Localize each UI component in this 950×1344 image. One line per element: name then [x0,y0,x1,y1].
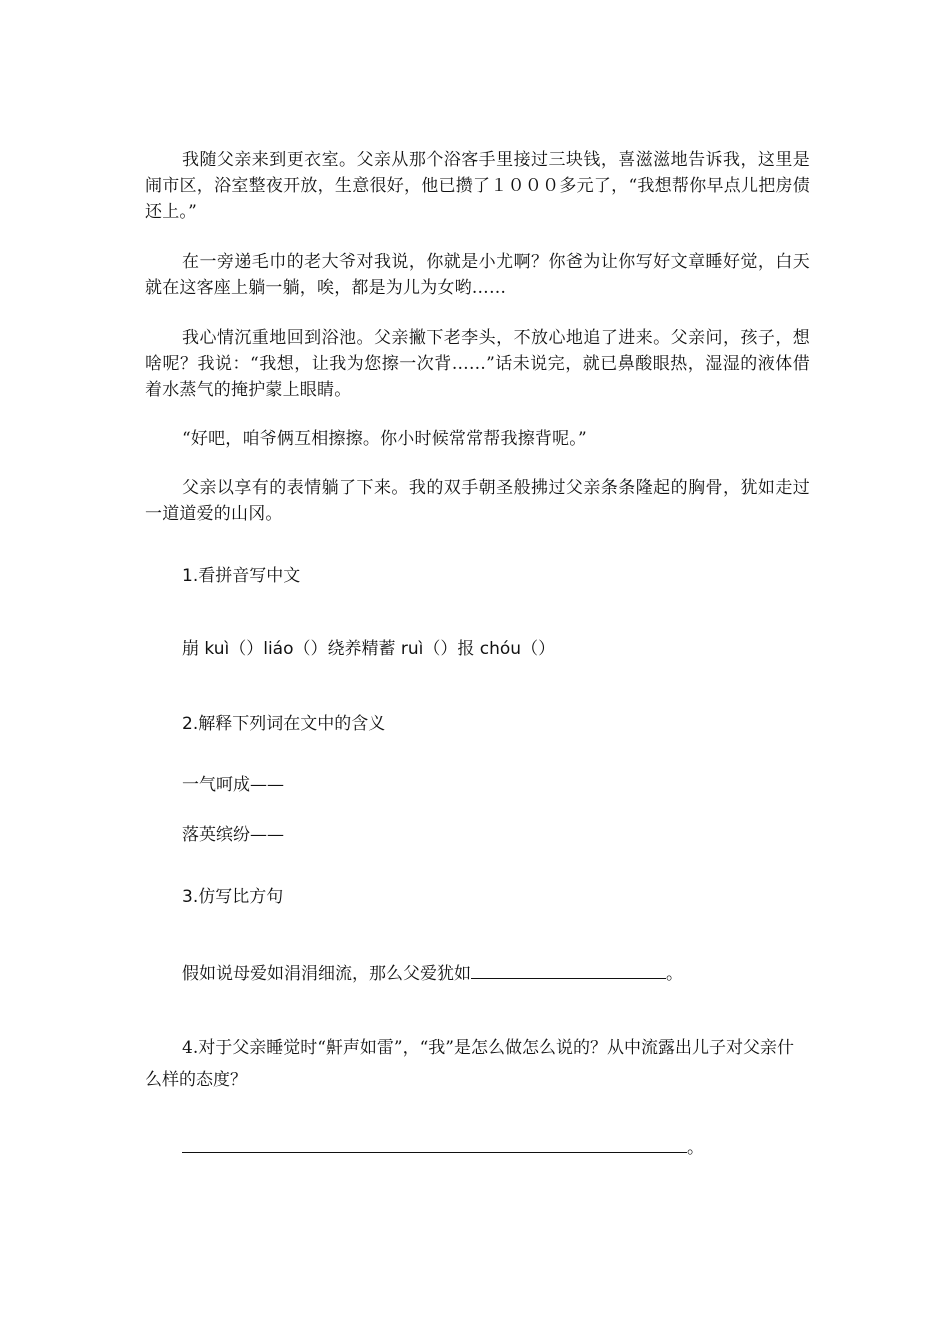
paragraph-3: 我心情沉重地回到浴池。父亲撇下老李头，不放心地追了进来。父亲问，孩子，想啥呢？我说：“我想，让我为您擦一次背……”话未说完，就已鼻酸眼热，湿湿的液体借着水蒸气的掩护蒙上眼睛。 [145,328,810,400]
paragraph-2: 在一旁递毛巾的老大爷对我说，你就是小尤啊？你爸为让你写好文章睡好觉，白天就在这客座上躺一躺，唉，都是为儿为女哟…… [145,252,810,298]
question-3-line [182,960,683,987]
question-1-body: 崩 kuì（）liáo（）绕养精蓄 ruì（）报 chóu（） [182,639,556,659]
question-4-answer-line [182,1134,704,1161]
question-1-title: 1.看拼音写中文 [182,566,301,586]
question-3-answer-blank[interactable] [471,960,666,979]
question-3-title: 3.仿写比方句 [182,887,284,907]
question-2-title: 2.解释下列词在文中的含义 [182,714,386,734]
question-3-prompt: 假如说母爱如涓涓细流，那么父爱犹如 [182,964,471,984]
question-2-item-1: 一气呵成—— [182,775,284,795]
question-4-answer-blank[interactable] [182,1134,687,1153]
paragraph-4: “好吧，咱爷俩互相擦擦。你小时候常常帮我擦背呢。” [182,429,587,449]
question-3-period: 。 [666,964,683,984]
question-4-text: 4.对于父亲睡觉时“鼾声如雷”，“我”是怎么做怎么说的？从中流露出儿子对父亲什么样的态度？ [145,1038,794,1090]
paragraph-1: 我随父亲来到更衣室。父亲从那个浴客手里接过三块钱，喜滋滋地告诉我，这里是闹市区，浴室整夜开放，生意很好，他已攒了１０００多元了，“我想帮你早点儿把房债还上。” [145,150,810,222]
question-4-period: 。 [687,1138,704,1158]
question-2-item-2: 落英缤纷—— [182,825,284,845]
paragraph-5: 父亲以享有的表情躺了下来。我的双手朝圣般拂过父亲条条隆起的胸骨，犹如走过一道道爱的山冈。 [145,478,810,524]
